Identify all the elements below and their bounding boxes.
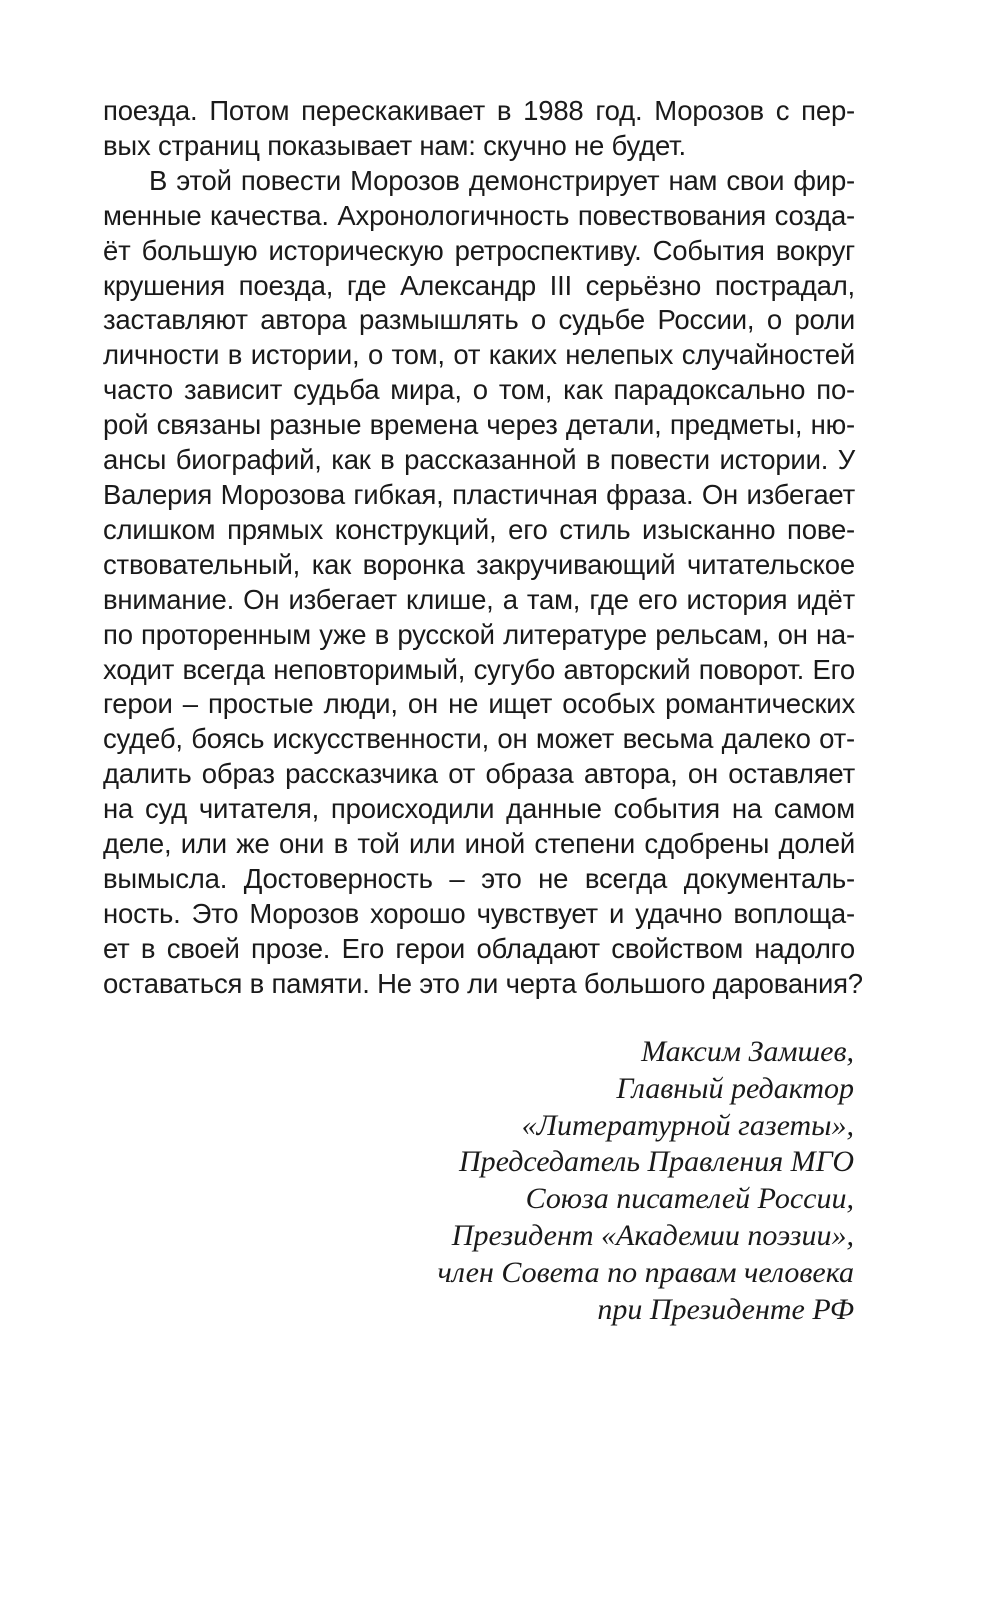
signature-line: при Президенте РФ bbox=[597, 1292, 854, 1326]
author-signature bbox=[438, 1034, 854, 1328]
text-line: менные качества. Ахронологичность повествования созда- bbox=[103, 199, 855, 231]
text-line: далить образ рассказчика от образа автора, он оставляет bbox=[103, 758, 855, 790]
signature-line: Главный редактор bbox=[616, 1071, 854, 1105]
text-line: вымысла. Достоверность – это не всегда документаль- bbox=[103, 862, 855, 894]
signature-line: Президент «Академии поэзии», bbox=[451, 1218, 854, 1252]
text-line: заставляют автора размышлять о судьбе России, о роли bbox=[103, 304, 855, 336]
text-line: судеб, боясь искусственности, он может весьма далеко от- bbox=[103, 723, 855, 755]
text-line: вых страниц показывает нам: скучно не будет. bbox=[103, 129, 686, 161]
signature-line: Председатель Правления МГО bbox=[458, 1145, 854, 1179]
text-line: ёт большую историческую ретроспективу. События вокруг bbox=[103, 234, 855, 266]
text-line: крушения поезда, где Александр III серьёзно пострадал, bbox=[103, 269, 855, 301]
text-line: по проторенным уже в русской литературе рельсам, он на- bbox=[103, 618, 855, 650]
text-line: личности в истории, о том, от каких нелепых случайностей bbox=[103, 339, 855, 371]
text-line: внимание. Он избегает клише, а там, где его история идёт bbox=[103, 583, 855, 615]
text-line: слишком прямых конструкций, его стиль изысканно пове- bbox=[103, 513, 855, 545]
text-line: деле, или же они в той или иной степени сдобрены долей bbox=[103, 828, 855, 860]
text-line: поезда. Потом перескакивает в 1988 год. Морозов с пер- bbox=[103, 95, 855, 126]
text-line: В этой повести Морозов демонстрирует нам свои фир- bbox=[149, 164, 855, 196]
signature-name: Максим Замшев, bbox=[641, 1035, 854, 1068]
text-line: ность. Это Морозов хорошо чувствует и удачно воплоща- bbox=[103, 897, 855, 929]
text-line: на суд читателя, происходили данные события на самом bbox=[103, 793, 855, 825]
text-line: герои – простые люди, он не ищет особых романтических bbox=[103, 688, 855, 720]
text-line: Валерия Морозова гибкая, пластичная фраза. Он избегает bbox=[103, 478, 855, 510]
text-line: рой связаны разные времена через детали, предметы, ню- bbox=[103, 409, 855, 441]
text-line: ствовательный, как воронка закручивающий читательское bbox=[103, 548, 855, 580]
signature-line: член Совета по правам человека bbox=[437, 1255, 854, 1289]
text-line: ходит всегда неповторимый, сугубо авторский поворот. Его bbox=[103, 653, 855, 685]
text-line: ансы биографий, как в рассказанной в повести истории. У bbox=[103, 444, 855, 476]
text-line: ет в своей прозе. Его герои обладают свойством надолго bbox=[103, 932, 855, 964]
text-line: оставаться в памяти. Не это ли черта большого дарования? bbox=[103, 967, 863, 999]
signature-line: «Литературной газеты», bbox=[521, 1108, 854, 1142]
article-body bbox=[103, 94, 863, 1002]
text-line: часто зависит судьба мира, о том, как парадоксально по- bbox=[103, 374, 855, 406]
signature-line: Союза писателей России, bbox=[525, 1182, 854, 1216]
